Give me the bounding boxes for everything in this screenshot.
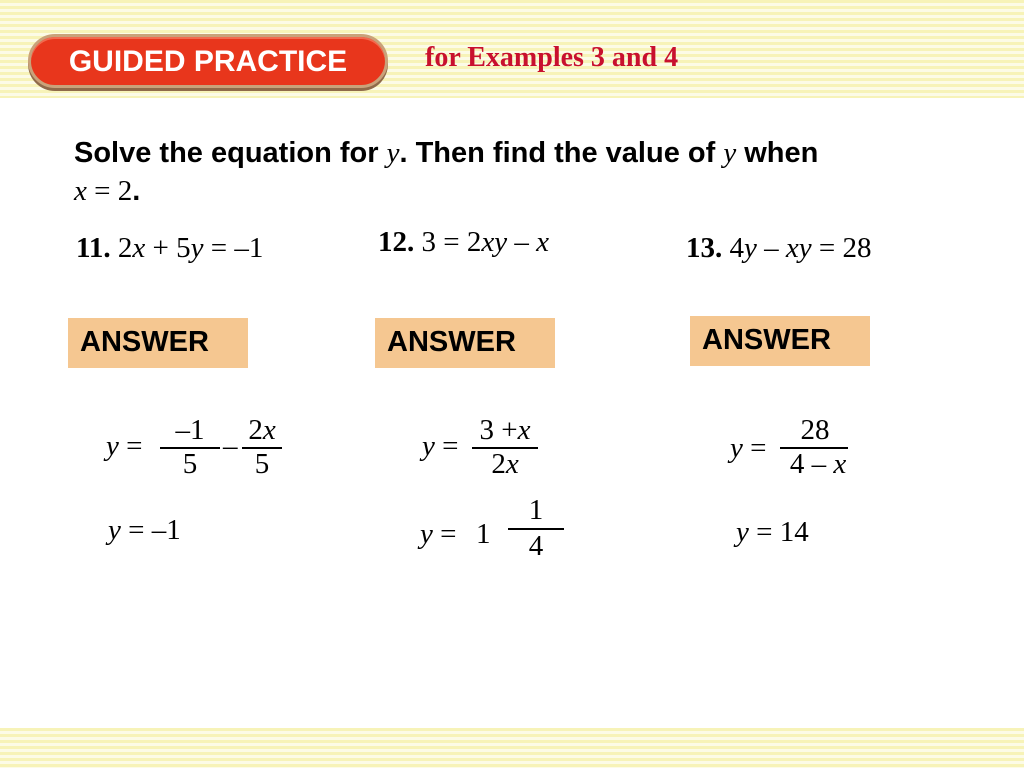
answer-13-value: y = 14	[736, 516, 809, 548]
answer-12-frac-den: 2x	[491, 448, 519, 480]
problem-13: 13. 4y – xy = 28	[686, 232, 872, 264]
answer-12-mixed-den: 4	[528, 530, 544, 562]
problem-12-equation: 3 = 2xy – x	[421, 226, 549, 258]
answer-12-frac-num: 3 +x	[479, 414, 531, 446]
answer-11-minus: –	[223, 430, 238, 462]
answer-11-value: y = –1	[108, 514, 181, 546]
answer-11-frac2-den: 5	[254, 448, 270, 480]
problem-12: 12. 3 = 2xy – x	[378, 226, 549, 258]
answer-12-value-lhs: y =	[420, 518, 457, 550]
answer-12-lhs: y =	[422, 430, 459, 462]
answer-12-mixed-num: 1	[528, 494, 544, 526]
answer-11-frac1-num: –1	[175, 414, 205, 446]
problem-11-equation: 2x + 5y = –1	[117, 232, 264, 264]
answer-button-12[interactable]: ANSWER	[375, 318, 555, 368]
answer-11-lhs: y =	[106, 430, 143, 462]
answer-13-frac-num: 28	[800, 414, 830, 446]
answer-12-whole: 1	[476, 518, 491, 550]
answer-button-13[interactable]: ANSWER	[690, 316, 870, 366]
instructions: Solve the equation for y. Then find the value of y when x = 2.	[74, 137, 819, 207]
footer-band	[0, 728, 1024, 768]
guided-practice-badge	[28, 34, 388, 88]
badge-label: GUIDED PRACTICE	[68, 45, 348, 78]
answer-11-frac1-den: 5	[182, 448, 198, 480]
answer-button-11[interactable]: ANSWER	[68, 318, 248, 368]
examples-subtitle: for Examples 3 and 4	[425, 42, 679, 73]
answer-13-lhs: y =	[730, 432, 767, 464]
answer-11-frac2-num: 2x	[248, 414, 276, 446]
answer-13-frac-den: 4 – x	[789, 448, 847, 480]
problem-13-equation: 4y – xy = 28	[729, 232, 872, 264]
problem-11: 11. 2x + 5y = –1	[76, 232, 264, 264]
